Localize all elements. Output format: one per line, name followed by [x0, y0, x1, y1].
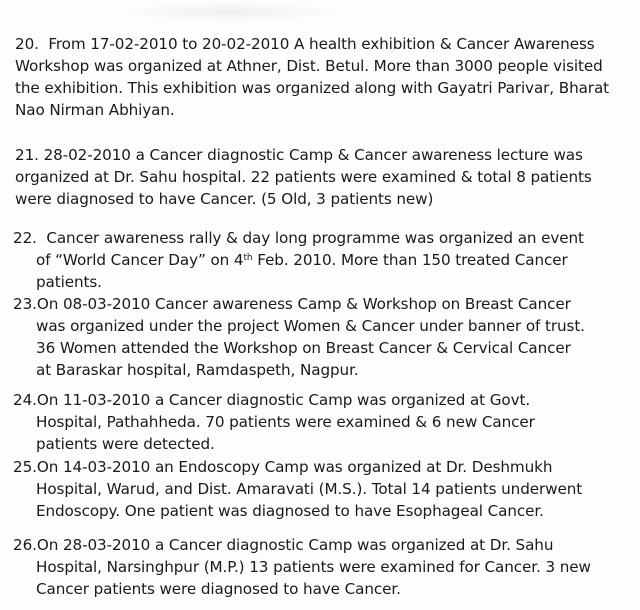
list-item-text: at Baraskar hospital, Ramdaspeth, Nagpur. [36, 361, 359, 379]
list-item-text: Feb. 2010. More than 150 treated Cancer [252, 251, 568, 269]
list-item-24 [0, 389, 640, 455]
list-item-text: Nao Nirman Abhiyan. [15, 101, 175, 119]
list-item-number: 24. [13, 391, 37, 409]
list-item-text: Hospital, Pathahheda. 70 patients were examined & 6 new Cancer [36, 413, 535, 431]
list-item-text: of “World Cancer Day” on 4 [36, 251, 244, 269]
list-item-text: were diagnosed to have Cancer. (5 Old, 3 patients new) [15, 190, 434, 208]
list-item-line [0, 249, 640, 271]
list-item-number: 20. [15, 35, 39, 53]
list-item-text: organized at Dr. Sahu hospital. 22 patients were examined & total 8 patients [15, 168, 592, 186]
list-item-22 [0, 227, 640, 293]
list-item-26 [0, 534, 640, 600]
list-item-number: 23. [13, 295, 37, 313]
scan-artifact [120, 2, 340, 22]
list-item-text: 28-02-2010 a Cancer diagnostic Camp & Cancer awareness lecture was [43, 146, 583, 164]
list-item-number: 26. [13, 536, 37, 554]
list-item-25 [0, 456, 640, 522]
list-item-23 [0, 293, 640, 381]
list-item-line [0, 534, 640, 556]
list-item-text: From 17-02-2010 to 20-02-2010 A health exhibition & Cancer Awareness [48, 35, 595, 53]
list-item-text: On 11-03-2010 a Cancer diagnostic Camp was organized at Govt. [36, 391, 531, 409]
list-item-text: Endoscopy. One patient was diagnosed to have Esophageal Cancer. [36, 502, 544, 520]
ordinal-suffix: th [243, 253, 253, 263]
list-item-text: Hospital, Warud, and Dist. Amaravati (M.S.). Total 14 patients underwent [36, 480, 583, 498]
list-item-line [0, 33, 640, 55]
list-item-number: 25. [13, 458, 37, 476]
list-item-number: 21. [15, 146, 39, 164]
list-item-text: On 08-03-2010 Cancer awareness Camp & Workshop on Breast Cancer [36, 295, 571, 313]
list-item-text: patients. [36, 273, 102, 291]
list-item-line [0, 456, 640, 478]
list-item-number: 22. [13, 229, 37, 247]
list-item-text: Hospital, Narsinghpur (M.P.) 13 patients were examined for Cancer. 3 new [36, 558, 591, 576]
list-item-21 [0, 144, 640, 210]
list-item-20 [0, 33, 640, 121]
list-item-text: On 14-03-2010 an Endoscopy Camp was organized at Dr. Deshmukh [36, 458, 553, 476]
list-item-text: was organized under the project Women & Cancer under banner of trust. [36, 317, 585, 335]
list-item-line [0, 144, 640, 166]
list-item-text: patients were detected. [36, 435, 215, 453]
list-item-text: Cancer patients were diagnosed to have Cancer. [36, 580, 401, 598]
list-item-line [0, 293, 640, 315]
list-item-text: Cancer awareness rally & day long programme was organized an event [46, 229, 584, 247]
list-item-line [0, 389, 640, 411]
list-item-text: the exhibition. This exhibition was organized along with Gayatri Parivar, Bharat [15, 79, 610, 97]
list-item-text: On 28-03-2010 a Cancer diagnostic Camp was organized at Dr. Sahu [36, 536, 554, 554]
list-item-text: 36 Women attended the Workshop on Breast Cancer & Cervical Cancer [36, 339, 571, 357]
list-item-line [0, 227, 640, 249]
list-item-text: Workshop was organized at Athner, Dist. Betul. More than 3000 people visited [15, 57, 603, 75]
